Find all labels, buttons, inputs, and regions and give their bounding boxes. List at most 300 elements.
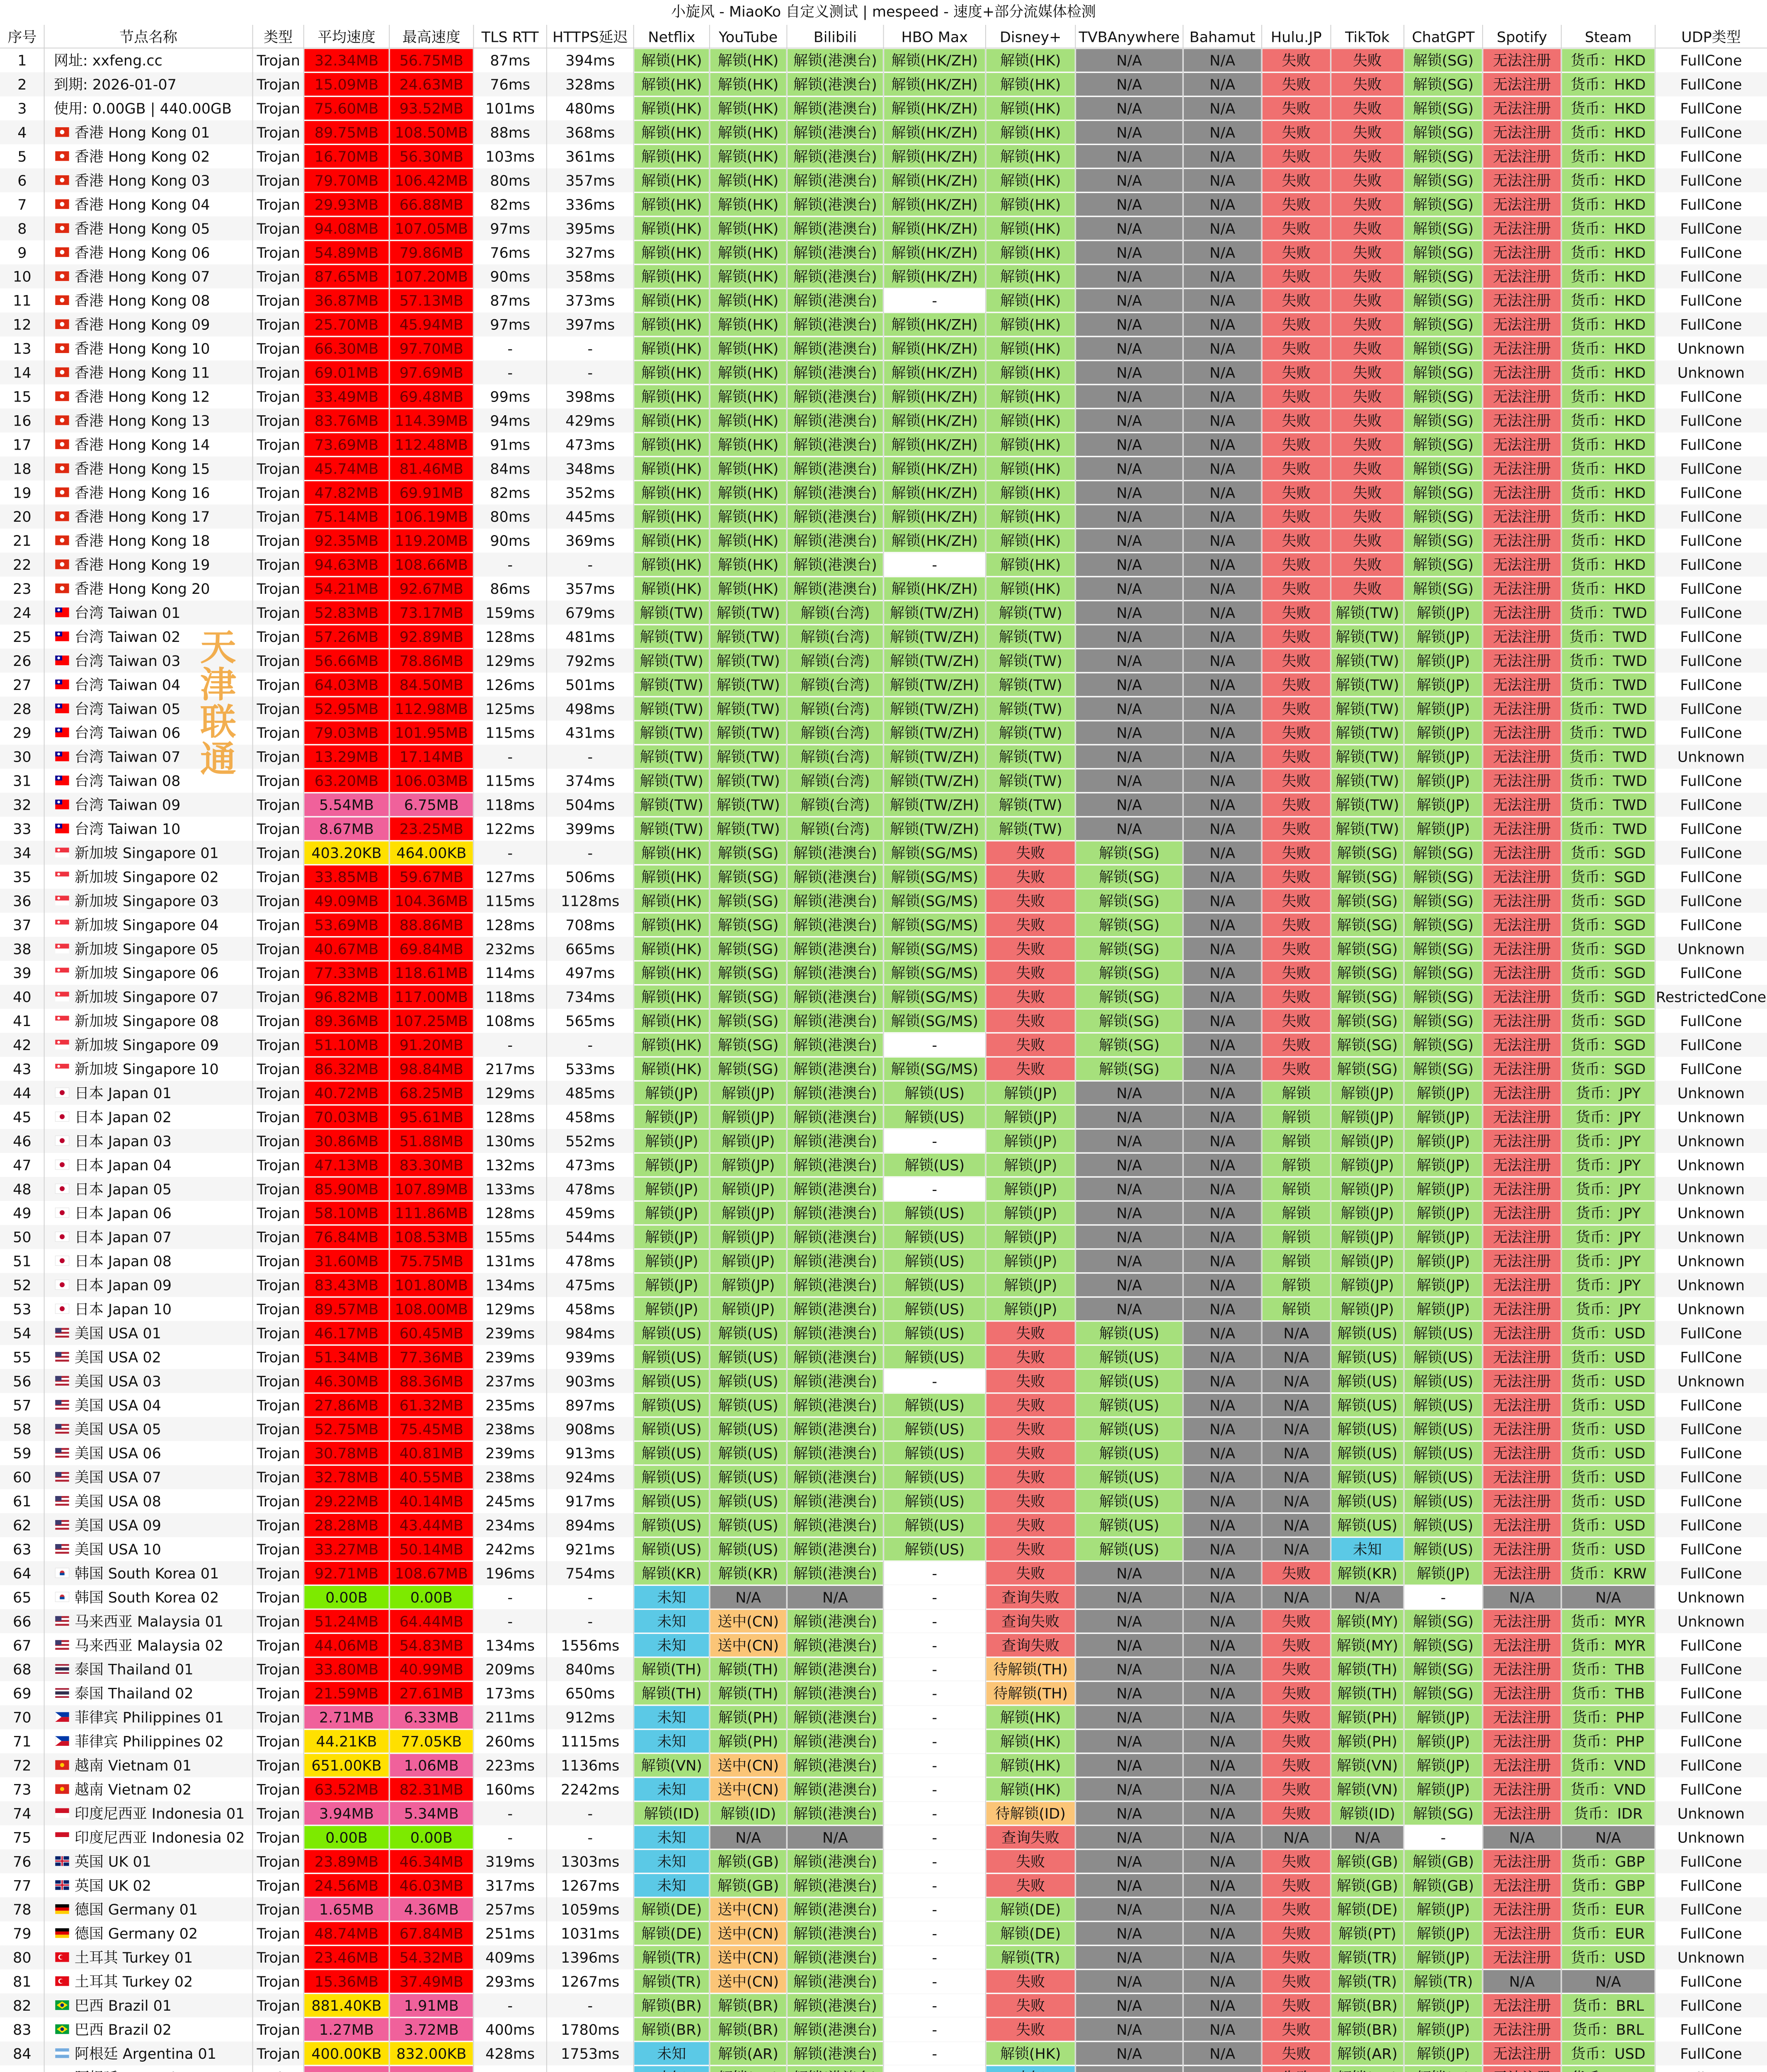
cell-tvbanywhere: N/A bbox=[1116, 1685, 1142, 1702]
cell-https-delay: 1267ms bbox=[561, 1974, 620, 1991]
cell-youtube: 解锁(HK) bbox=[717, 485, 779, 502]
cell-type: Trojan bbox=[257, 53, 301, 70]
cell-tls-rtt: 131ms bbox=[485, 1253, 535, 1270]
cell-max-speed: 1.91MB bbox=[404, 1997, 459, 2014]
cell-max-speed: 40.99MB bbox=[399, 1661, 463, 1678]
cell-index: 76 bbox=[13, 1854, 32, 1871]
cell-netflix: 解锁(TW) bbox=[640, 701, 703, 718]
cell-chatgpt: 解锁(SG) bbox=[1413, 365, 1474, 382]
cell-max-speed: 84.50MB bbox=[399, 677, 463, 694]
cell-tiktok: 解锁(PT) bbox=[1338, 1926, 1396, 1943]
cell-bilibili bbox=[793, 2070, 877, 2072]
cell-hulu-jp: 失败 bbox=[1282, 244, 1311, 261]
cell-avg-speed: 15.36MB bbox=[314, 1974, 379, 1991]
cell-bahamut: N/A bbox=[1210, 1661, 1236, 1678]
cell-hbo-max: - bbox=[932, 2021, 938, 2038]
cell-steam: 货币：JPY bbox=[1576, 1229, 1641, 1246]
cell-youtube: N/A bbox=[735, 1830, 761, 1847]
cell-disney-plus: 解锁(HK) bbox=[1000, 196, 1061, 213]
header-udp-type[interactable]: UDP类型 bbox=[1681, 29, 1741, 46]
cell-spotify: 无法注册 bbox=[1493, 485, 1551, 502]
cell-bilibili: 解锁(港澳台) bbox=[793, 1613, 877, 1630]
cell-bahamut: N/A bbox=[1210, 1205, 1236, 1222]
cell-type: Trojan bbox=[257, 629, 301, 646]
cell-bilibili: 解锁(港澳台) bbox=[793, 172, 877, 189]
cell-avg-speed: 40.72MB bbox=[314, 1085, 379, 1102]
cell-https-delay: 395ms bbox=[565, 220, 615, 237]
cell-node-name: 香港 Hong Kong 06 bbox=[74, 244, 210, 261]
header-spotify[interactable]: Spotify bbox=[1497, 29, 1547, 46]
cell-youtube: 解锁(JP) bbox=[721, 1085, 775, 1102]
cell-hulu-jp: 失败 bbox=[1282, 1878, 1311, 1895]
cell-chatgpt: 解锁(JP) bbox=[1416, 749, 1470, 766]
cell-youtube: 送中(CN) bbox=[717, 1950, 779, 1967]
cell-index: 46 bbox=[13, 1133, 32, 1150]
cell-bahamut: N/A bbox=[1210, 1854, 1236, 1871]
cell-https-delay: 897ms bbox=[565, 1397, 615, 1414]
cell-netflix: 解锁(HK) bbox=[641, 845, 702, 862]
cell-node-name: 英国 UK 02 bbox=[74, 1878, 152, 1895]
tw-flag-icon bbox=[55, 680, 69, 689]
cell-steam: 货币：HKD bbox=[1571, 437, 1646, 454]
cell-youtube: 解锁(SG) bbox=[717, 917, 779, 934]
cell-tvbanywhere: N/A bbox=[1116, 677, 1142, 694]
cell-spotify: 无法注册 bbox=[1493, 1277, 1551, 1294]
cell-tvbanywhere: 解锁(US) bbox=[1099, 1445, 1159, 1462]
tw-flag-icon bbox=[55, 656, 69, 665]
cell-max-speed: 66.88MB bbox=[399, 196, 463, 213]
cell-tls-rtt: 232ms bbox=[485, 941, 535, 958]
cell-chatgpt: 解锁(SG) bbox=[1413, 461, 1474, 478]
cell-steam: 货币：BRL bbox=[1572, 2021, 1644, 2038]
cell-avg-speed: 83.43MB bbox=[314, 1277, 379, 1294]
cell-index: 83 bbox=[13, 2021, 32, 2038]
cell-https-delay: 497ms bbox=[565, 965, 615, 982]
header-hbo-max[interactable]: HBO Max bbox=[901, 29, 968, 46]
cell-avg-speed: 89.57MB bbox=[314, 1301, 379, 1318]
cell-tiktok: 解锁(TW) bbox=[1336, 677, 1399, 694]
cell-chatgpt: - bbox=[1440, 1830, 1446, 1847]
hk-flag-icon bbox=[55, 247, 69, 257]
cell-youtube: 解锁(HK) bbox=[717, 148, 779, 165]
cell-bahamut: N/A bbox=[1210, 941, 1236, 958]
cell-tiktok: 失败 bbox=[1353, 461, 1382, 478]
cell-netflix: 解锁(VN) bbox=[641, 1757, 702, 1774]
cell-https-delay: 1136ms bbox=[561, 1757, 620, 1774]
cell-hbo-max: 解锁(US) bbox=[904, 1109, 965, 1126]
ph-flag-icon bbox=[55, 1712, 69, 1722]
cell-tiktok: 解锁(MY) bbox=[1336, 1613, 1399, 1630]
header-avg-speed[interactable]: 平均速度 bbox=[318, 29, 376, 46]
header-bilibili[interactable]: Bilibili bbox=[813, 29, 857, 46]
cell-tls-rtt: 90ms bbox=[490, 533, 531, 550]
cell-node-name: 泰国 Thailand 01 bbox=[74, 1661, 194, 1678]
cell-tiktok: 解锁(TW) bbox=[1336, 773, 1399, 790]
cell-bahamut: N/A bbox=[1210, 773, 1236, 790]
cell-udp-type: FullCone bbox=[1680, 1685, 1742, 1702]
cell-https-delay: 1115ms bbox=[561, 1733, 620, 1750]
cell-steam: 货币：HKD bbox=[1571, 389, 1646, 406]
cell-steam: 货币：TWD bbox=[1569, 701, 1647, 718]
cell-hulu-jp: 解锁 bbox=[1282, 1157, 1311, 1174]
cell-chatgpt: 解锁(US) bbox=[1413, 1349, 1474, 1366]
cell-type: Trojan bbox=[257, 437, 301, 454]
cell-bilibili: 解锁(港澳台) bbox=[793, 1181, 877, 1198]
cell-index: 72 bbox=[13, 1757, 32, 1774]
cell-index: 20 bbox=[13, 509, 32, 526]
header-https-delay[interactable]: HTTPS延迟 bbox=[553, 29, 628, 46]
cell-tiktok: 解锁(JP) bbox=[1340, 1109, 1394, 1126]
cell-bahamut: N/A bbox=[1210, 1061, 1236, 1078]
cell-youtube: 解锁(US) bbox=[718, 1493, 778, 1510]
cell-steam: 货币：JPY bbox=[1576, 1181, 1641, 1198]
header-node-name[interactable]: 节点名称 bbox=[119, 29, 177, 46]
cell-udp-type: FullCone bbox=[1680, 917, 1742, 934]
cell-bilibili: 解锁(港澳台) bbox=[793, 101, 877, 118]
cell-max-speed: 77.05KB bbox=[401, 1733, 462, 1750]
cell-https-delay: 984ms bbox=[565, 1325, 615, 1342]
cell-hbo-max: 解锁(TW/ZH) bbox=[890, 749, 979, 766]
hk-flag-icon bbox=[55, 271, 69, 281]
cell-tiktok: 解锁(JP) bbox=[1340, 1157, 1394, 1174]
cell-hbo-max: - bbox=[932, 1589, 938, 1606]
cell-hulu-jp: 解锁 bbox=[1282, 1301, 1311, 1318]
cell-chatgpt: 解锁(JP) bbox=[1416, 629, 1470, 646]
header-hulu-jp[interactable]: Hulu.JP bbox=[1270, 29, 1322, 46]
cell-chatgpt: 解锁(GB) bbox=[1412, 1854, 1474, 1871]
cell-tiktok: 解锁(JP) bbox=[1340, 1181, 1394, 1198]
cell-tiktok: 解锁(PH) bbox=[1337, 1733, 1398, 1750]
cell-netflix: 解锁(HK) bbox=[641, 461, 702, 478]
cell-bahamut: N/A bbox=[1210, 1109, 1236, 1126]
header-tls-rtt[interactable]: TLS RTT bbox=[481, 29, 539, 46]
cell-node-name: 新加坡 Singapore 09 bbox=[74, 1037, 219, 1054]
cell-index: 60 bbox=[13, 1469, 32, 1486]
cell-steam: 货币：SGD bbox=[1571, 989, 1646, 1006]
cell-bilibili: 解锁(港澳台) bbox=[793, 1085, 877, 1102]
cell-tls-rtt: 173ms bbox=[485, 1685, 535, 1702]
cell-hbo-max: 解锁(US) bbox=[904, 1301, 965, 1318]
cell-index: 50 bbox=[13, 1229, 32, 1246]
cell-https-delay: 369ms bbox=[565, 533, 615, 550]
cell-https-delay: 357ms bbox=[565, 172, 615, 189]
cell-max-speed: 106.03MB bbox=[395, 773, 468, 790]
cell-type: Trojan bbox=[257, 893, 301, 910]
cell-hulu-jp: 失败 bbox=[1282, 413, 1311, 430]
cell-netflix: 解锁(BR) bbox=[641, 2021, 702, 2038]
cell-tls-rtt: - bbox=[507, 845, 513, 862]
cell-avg-speed: 403.20KB bbox=[311, 845, 382, 862]
cell-steam: 货币：HKD bbox=[1571, 77, 1646, 94]
cell-avg-speed: 58.10MB bbox=[314, 1205, 379, 1222]
cell-netflix: 解锁(JP) bbox=[645, 1301, 698, 1318]
us-flag-icon bbox=[55, 1448, 69, 1457]
cell-type: Trojan bbox=[257, 77, 301, 94]
cell-spotify: 无法注册 bbox=[1493, 1878, 1551, 1895]
cell-max-speed: 69.84MB bbox=[399, 941, 463, 958]
cell-bilibili: 解锁(港澳台) bbox=[793, 1013, 877, 1030]
cell-spotify: 无法注册 bbox=[1493, 1229, 1551, 1246]
cell-hulu-jp: 失败 bbox=[1282, 533, 1311, 550]
cell-tvbanywhere: 解锁(US) bbox=[1099, 1493, 1159, 1510]
cell-tvbanywhere: 解锁(SG) bbox=[1099, 1037, 1160, 1054]
cell-youtube: 解锁(HK) bbox=[717, 101, 779, 118]
cell-bahamut: N/A bbox=[1210, 509, 1236, 526]
cell-hulu-jp: 失败 bbox=[1282, 581, 1311, 598]
header-netflix[interactable]: Netflix bbox=[648, 29, 696, 46]
hk-flag-icon bbox=[55, 535, 69, 545]
cell-bahamut: N/A bbox=[1210, 196, 1236, 213]
cell-https-delay: - bbox=[587, 845, 593, 862]
gb-flag-icon bbox=[55, 1880, 69, 1890]
cell-tvbanywhere: N/A bbox=[1116, 2045, 1142, 2062]
gb-flag-icon bbox=[55, 1856, 69, 1866]
cell-youtube: 解锁(HK) bbox=[717, 77, 779, 94]
cell-hulu-jp: 失败 bbox=[1282, 845, 1311, 862]
hk-flag-icon bbox=[55, 320, 69, 329]
cell-hulu-jp: 失败 bbox=[1282, 773, 1311, 790]
cell-disney-plus: 解锁(HK) bbox=[1000, 413, 1061, 430]
cell-bilibili: 解锁(港澳台) bbox=[793, 1133, 877, 1150]
header-tvbanywhere[interactable]: TVBAnywhere bbox=[1079, 29, 1180, 46]
cell-chatgpt: 解锁(JP) bbox=[1416, 1950, 1470, 1967]
header-chatgpt[interactable]: ChatGPT bbox=[1412, 29, 1475, 46]
cell-tvbanywhere: N/A bbox=[1116, 389, 1142, 406]
cell-udp-type: Unknown bbox=[1677, 1109, 1745, 1126]
cell-tvbanywhere: N/A bbox=[1116, 1589, 1142, 1606]
cell-hulu-jp: 失败 bbox=[1282, 725, 1311, 742]
header-index[interactable]: 序号 bbox=[7, 29, 37, 46]
cell-index: 10 bbox=[13, 269, 32, 286]
cell-udp-type: RestrictedCone bbox=[1656, 989, 1767, 1006]
header-steam[interactable]: Steam bbox=[1585, 29, 1632, 46]
cell-hulu-jp: 失败 bbox=[1282, 77, 1311, 94]
cell-youtube: 解锁(SG) bbox=[717, 893, 779, 910]
jp-flag-icon bbox=[55, 1112, 69, 1121]
cell-steam: 货币：TWD bbox=[1569, 821, 1647, 838]
cell-avg-speed: 85.90MB bbox=[314, 1181, 379, 1198]
cell-bahamut bbox=[1210, 2070, 1235, 2072]
cell-spotify: 无法注册 bbox=[1493, 317, 1551, 334]
cell-netflix: 解锁(HK) bbox=[641, 389, 702, 406]
cell-tvbanywhere: 解锁(SG) bbox=[1099, 941, 1160, 958]
cell-index: 71 bbox=[13, 1733, 32, 1750]
cell-max-speed: 56.30MB bbox=[399, 148, 463, 165]
cell-bahamut: N/A bbox=[1210, 629, 1236, 646]
cell-netflix: 解锁(HK) bbox=[641, 365, 702, 382]
cell-tls-rtt: - bbox=[507, 1806, 513, 1823]
cell-tvbanywhere: N/A bbox=[1116, 1782, 1142, 1798]
tw-flag-icon bbox=[55, 632, 69, 641]
cell-tvbanywhere: N/A bbox=[1116, 148, 1142, 165]
cell-index: 6 bbox=[17, 172, 27, 189]
cell-bilibili: 解锁(港澳台) bbox=[793, 965, 877, 982]
cell-node-name: 越南 Vietnam 02 bbox=[74, 1782, 192, 1798]
header-disney-plus[interactable]: Disney+ bbox=[999, 29, 1062, 46]
cell-tiktok: 失败 bbox=[1353, 509, 1382, 526]
cell-chatgpt: 解锁(SG) bbox=[1413, 293, 1474, 310]
cell-tls-rtt bbox=[485, 2070, 535, 2072]
cell-tiktok: 解锁(JP) bbox=[1340, 1085, 1394, 1102]
cell-udp-type: FullCone bbox=[1680, 1733, 1742, 1750]
cell-netflix: 解锁(TW) bbox=[640, 749, 703, 766]
cell-tvbanywhere: 解锁(SG) bbox=[1099, 917, 1160, 934]
cell-chatgpt: 解锁(SG) bbox=[1413, 1613, 1474, 1630]
cell-https-delay: 336ms bbox=[565, 196, 615, 213]
cell-https-delay: 327ms bbox=[565, 244, 615, 261]
cell-hulu-jp: 失败 bbox=[1282, 941, 1311, 958]
cell-hulu-jp: N/A bbox=[1283, 1325, 1309, 1342]
cell-index: 81 bbox=[13, 1974, 32, 1991]
cell-https-delay: 917ms bbox=[565, 1493, 615, 1510]
cell-hulu-jp: 失败 bbox=[1282, 365, 1311, 382]
cell-steam: 货币：USD bbox=[1571, 1421, 1646, 1438]
cell-netflix: 解锁(TH) bbox=[641, 1685, 702, 1702]
cell-max-speed: 5.34MB bbox=[404, 1806, 459, 1823]
cell-avg-speed: 1.65MB bbox=[319, 1902, 374, 1919]
cell-netflix: 未知 bbox=[657, 1589, 686, 1606]
cell-tiktok: 解锁(US) bbox=[1337, 1518, 1398, 1535]
cell-steam: 货币：SGD bbox=[1571, 917, 1646, 934]
cell-type: Trojan bbox=[257, 1733, 301, 1750]
cell-bilibili: 解锁(台湾) bbox=[800, 773, 870, 790]
cell-youtube: 解锁(AR) bbox=[718, 2045, 778, 2062]
cell-avg-speed: 23.46MB bbox=[314, 1950, 379, 1967]
cell-tvbanywhere: N/A bbox=[1116, 244, 1142, 261]
cell-youtube: 送中(CN) bbox=[717, 1926, 779, 1943]
cell-hulu-jp: N/A bbox=[1283, 1518, 1309, 1535]
cell-spotify: 无法注册 bbox=[1493, 797, 1551, 814]
cell-hbo-max: 解锁(SG/MS) bbox=[891, 893, 979, 910]
hk-flag-icon bbox=[55, 199, 69, 209]
cell-youtube: 解锁(HK) bbox=[717, 244, 779, 261]
hk-flag-icon bbox=[55, 511, 69, 521]
header-tiktok[interactable]: TikTok bbox=[1345, 29, 1390, 46]
cell-hulu-jp: 失败 bbox=[1282, 101, 1311, 118]
cell-hulu-jp: 失败 bbox=[1282, 125, 1311, 142]
cell-tvbanywhere: N/A bbox=[1116, 749, 1142, 766]
cell-spotify: 无法注册 bbox=[1493, 1493, 1551, 1510]
cell-node-name: 泰国 Thailand 02 bbox=[74, 1685, 194, 1702]
cell-steam: 货币：HKD bbox=[1571, 317, 1646, 334]
cell-index: 19 bbox=[13, 485, 32, 502]
cell-spotify: 无法注册 bbox=[1493, 461, 1551, 478]
cell-bahamut: N/A bbox=[1210, 581, 1236, 598]
cell-netflix: 解锁(JP) bbox=[645, 1277, 698, 1294]
cell-node-name: 巴西 Brazil 01 bbox=[74, 1997, 172, 2014]
cell-youtube: 解锁(JP) bbox=[721, 1133, 775, 1150]
cell-bilibili: 解锁(港澳台) bbox=[793, 461, 877, 478]
cell-hulu-jp: 失败 bbox=[1282, 989, 1311, 1006]
cell-disney-plus: 解锁(JP) bbox=[1003, 1133, 1057, 1150]
cell-tls-rtt: 133ms bbox=[485, 1181, 535, 1198]
cell-spotify: 无法注册 bbox=[1493, 1733, 1551, 1750]
tw-flag-icon bbox=[55, 800, 69, 809]
cell-steam: 货币：JPY bbox=[1576, 1133, 1641, 1150]
cell-max-speed: 57.13MB bbox=[399, 293, 463, 310]
cell-youtube: 解锁(GB) bbox=[717, 1878, 779, 1895]
cell-udp-type: FullCone bbox=[1680, 461, 1742, 478]
cell-tls-rtt: 234ms bbox=[485, 1518, 535, 1535]
cell-udp-type: FullCone bbox=[1680, 1541, 1742, 1558]
cell-type: Trojan bbox=[257, 1397, 301, 1414]
cell-disney-plus: 查询失败 bbox=[1001, 1830, 1060, 1847]
cell-spotify: N/A bbox=[1509, 1974, 1535, 1991]
cell-udp-type: FullCone bbox=[1680, 437, 1742, 454]
cell-tvbanywhere: N/A bbox=[1116, 1878, 1142, 1895]
cell-bilibili: 解锁(台湾) bbox=[800, 701, 870, 718]
cell-disney-plus: 解锁(HK) bbox=[1000, 437, 1061, 454]
header-max-speed[interactable]: 最高速度 bbox=[402, 29, 461, 46]
cell-youtube: 解锁(HK) bbox=[717, 341, 779, 358]
cell-hulu-jp: 失败 bbox=[1282, 2021, 1311, 2038]
cell-steam: 货币：HKD bbox=[1571, 341, 1646, 358]
header-type[interactable]: 类型 bbox=[264, 29, 293, 46]
cell-tls-rtt: 223ms bbox=[485, 1757, 535, 1774]
cell-hbo-max: 解锁(HK/ZH) bbox=[891, 533, 978, 550]
cell-tls-rtt: 97ms bbox=[490, 220, 531, 237]
cell-netflix: 解锁(HK) bbox=[641, 437, 702, 454]
cell-udp-type: FullCone bbox=[1680, 677, 1742, 694]
cell-spotify: 无法注册 bbox=[1493, 605, 1551, 622]
cell-youtube: 解锁(TH) bbox=[718, 1685, 778, 1702]
cell-type: Trojan bbox=[257, 845, 301, 862]
cell-bilibili: 解锁(港澳台) bbox=[793, 1685, 877, 1702]
cell-type: Trojan bbox=[257, 1565, 301, 1582]
cell-index: 5 bbox=[17, 148, 27, 165]
cell-youtube: 解锁(SG) bbox=[717, 965, 779, 982]
header-bahamut[interactable]: Bahamut bbox=[1189, 29, 1256, 46]
cell-netflix: 解锁(HK) bbox=[641, 941, 702, 958]
cell-disney-plus: 失败 bbox=[1016, 1373, 1045, 1390]
cell-https-delay: 544ms bbox=[565, 1229, 615, 1246]
cell-max-speed: 108.66MB bbox=[395, 557, 468, 574]
cell-tiktok: 解锁(BR) bbox=[1337, 2021, 1398, 2038]
cell-steam: 货币：HKD bbox=[1571, 533, 1646, 550]
cell-max-speed: 6.75MB bbox=[404, 797, 459, 814]
cell-max-speed: 104.36MB bbox=[395, 893, 468, 910]
cell-tvbanywhere: N/A bbox=[1116, 1733, 1142, 1750]
cell-index: 43 bbox=[13, 1061, 32, 1078]
cell-tiktok: 解锁(SG) bbox=[1337, 893, 1398, 910]
cell-index: 52 bbox=[13, 1277, 32, 1294]
cell-disney-plus: 失败 bbox=[1016, 1854, 1045, 1871]
cell-tls-rtt: 400ms bbox=[485, 2021, 535, 2038]
cell-hbo-max: 解锁(HK/ZH) bbox=[891, 220, 978, 237]
cell-netflix: 解锁(TW) bbox=[640, 605, 703, 622]
cell-type: Trojan bbox=[257, 461, 301, 478]
cell-https-delay: 1267ms bbox=[561, 1878, 620, 1895]
cell-max-speed: 43.44MB bbox=[399, 1518, 463, 1535]
cell-type: Trojan bbox=[257, 196, 301, 213]
cell-type: Trojan bbox=[257, 725, 301, 742]
cell-index: 57 bbox=[13, 1397, 32, 1414]
cell-avg-speed: 400.00KB bbox=[311, 2045, 382, 2062]
cell-bilibili: 解锁(港澳台) bbox=[793, 1565, 877, 1582]
cell-https-delay: 1753ms bbox=[561, 2045, 620, 2062]
cell-bahamut: N/A bbox=[1210, 1565, 1236, 1582]
cell-index: 56 bbox=[13, 1373, 32, 1390]
cell-spotify: 无法注册 bbox=[1493, 1782, 1551, 1798]
cell-tls-rtt: 217ms bbox=[485, 1061, 535, 1078]
cell-udp-type: Unknown bbox=[1677, 1205, 1745, 1222]
header-youtube[interactable]: YouTube bbox=[719, 29, 778, 46]
cell-type: Trojan bbox=[257, 148, 301, 165]
cell-avg-speed: 87.65MB bbox=[314, 269, 379, 286]
cell-max-speed: 77.36MB bbox=[399, 1349, 463, 1366]
cell-max-speed: 3.72MB bbox=[404, 2021, 459, 2038]
cell-bilibili: 解锁(港澳台) bbox=[793, 2021, 877, 2038]
